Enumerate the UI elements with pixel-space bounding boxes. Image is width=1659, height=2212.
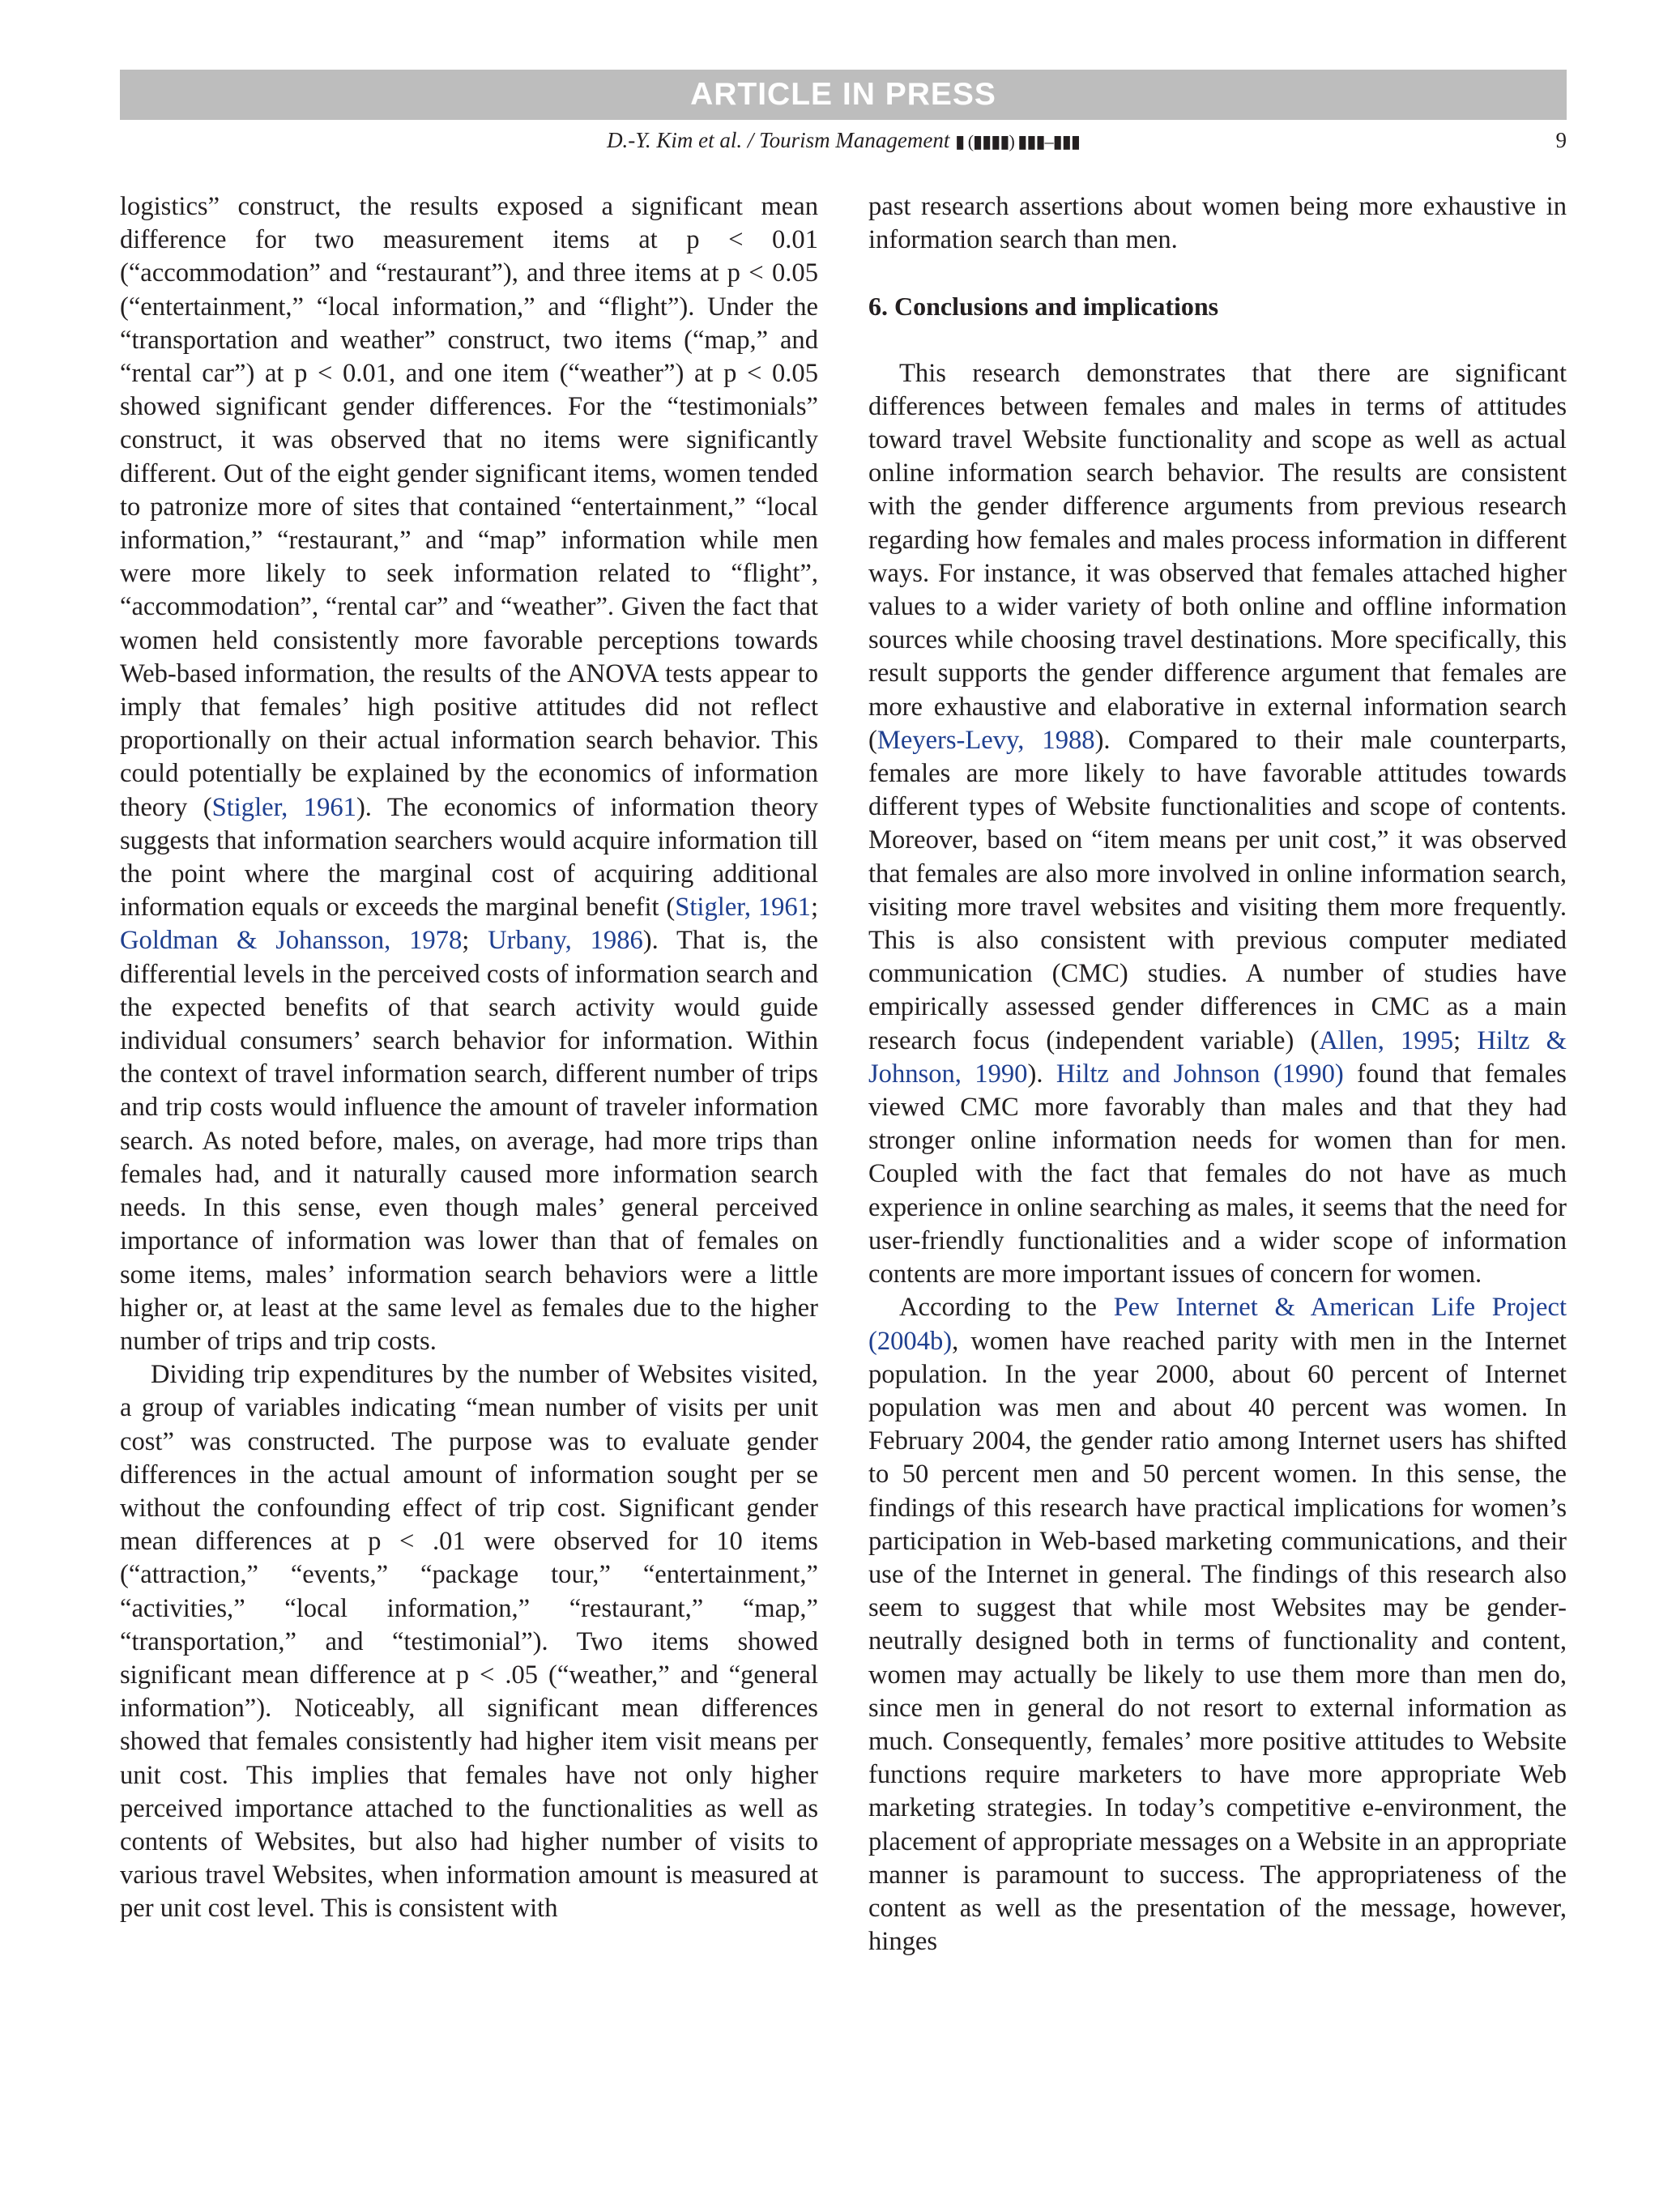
text-run: This research demonstrates that there are significant differences between females and males in terms of attitudes toward travel Website functionality and scope as well as actual online information search behavior. The results are consistent with the gender difference arguments from previous research regarding how females and males process information in different ways. For instance, it was observed that females attached higher values to a wider variety of both online and offline information sources while choosing travel destinations. More specifically, this result supports the gender difference argument that females are more exhaustive and elaborative in external information search (	[868, 358, 1567, 755]
page-number: 9	[1555, 128, 1567, 152]
text-run: ).	[1027, 1059, 1056, 1089]
paragraph	[120, 190, 818, 1358]
right-column	[868, 190, 1567, 1958]
text-run: ). Compared to their male counterparts, females are more likely to have favorable attitudes towards different types of Website functionalities and scope of contents. Moreover, based on “item means per unit cost,” it was observed that females are also more involved in online information search, visiting more travel websites and visiting them more frequently. This is also consistent with previous computer mediated communication (CMC) studies. A number of studies have empirically assessed gender differences in CMC as a main research focus (independent variable) (	[868, 725, 1567, 1055]
citation-link[interactable]: Goldman & Johansson, 1978	[120, 926, 463, 956]
citation-link[interactable]: Pew Internet & American Life Project (2004b)	[868, 1293, 1567, 1356]
section-heading: 6. Conclusions and implications	[868, 292, 1219, 322]
text-run: ). The economics of information theory suggests that information searchers would acquire information till the point where the marginal cost of acquiring additional information equals or exceeds the marginal benefit (	[120, 792, 818, 923]
paragraph	[868, 357, 1567, 1292]
citation-link[interactable]: Stigler, 1961	[675, 893, 811, 923]
citation-link[interactable]: Stigler, 1961	[211, 792, 356, 822]
text-run: ;	[1453, 1025, 1478, 1055]
paragraph: Dividing trip expenditures by the number of Websites visited, a group of variables indicating “mean number of visits per unit cost” was constructed. The purpose was to evaluate gender differences in the actual amount of information sought per se without the confounding effect of trip cost. Significant gender mean differences at p < .01 were observed for 10 items (“attraction,” “events,” “package tour,” “entertainment,” “activities,” “local information,” “restaurant,” “map,” “transportation,” and “testimonial”). Two items showed significant mean difference at p < .05 (“weather,” and “general information”). Noticeably, all significant mean differences showed that females consistently had higher item visit means per unit cost. This implies that females have not only higher perceived importance attached to the functionalities as well as contents of Websites, but also had higher number of visits to various travel Websites, when information amount is measured at per unit cost level. This is consistent with	[120, 1360, 818, 1924]
journal-title: D.-Y. Kim et al. / Tourism Management	[607, 128, 950, 152]
text-run: found that females viewed CMC more favorably than males and that they had stronger online information needs for women than for men. Coupled with the fact that females do not have as much experience in online searching as males, it seems that the need for user-friendly functionalities and a wider scope of information contents are more important issues of concern for women.	[868, 1059, 1567, 1289]
citation-link[interactable]: Allen, 1995	[1319, 1025, 1454, 1055]
article-in-press-banner: ARTICLE IN PRESS	[120, 70, 1567, 120]
journal-volume-placeholder: ▮ (▮▮▮▮) ▮▮▮–▮▮▮	[955, 131, 1080, 151]
left-column	[120, 190, 818, 1926]
running-head	[120, 128, 1567, 160]
journal-reference	[120, 128, 1567, 153]
text-run: ). That is, the differential levels in the perceived costs of information search and the expected benefits of that search activity would guide individual consumers’ search behavior for information. Within the context of travel information search, different number of trips and trip costs would influence the amount of traveler information search. As noted before, males, on average, had more trips than females had, and it naturally caused more information search needs. In this sense, even though males’ general perceived importance of information was lower than that of females on some items, males’ information search behaviors were a little higher or, at least at the same level as females due to the higher number of trips and trip costs.	[120, 926, 818, 1356]
text-run: logistics” construct, the results exposed a significant mean difference for two measurement items at p < 0.01 (“accommodation” and “restaurant”), and three items at p < 0.05 (“entertainment,” “local information,” and “flight”). Under the “transportation and weather” construct, two items (“map,” and “rental car”) at p < 0.01, and one item (“weather”) at p < 0.05 showed significant gender differences. For the “testimonials” construct, it was observed that no items were significantly different. Out of the eight gender significant items, women tended to patronize more of sites that contained “entertainment,” “local information,” “restaurant,” and “map” information while men were more likely to seek information related to “flight”, “accommodation”, “rental car” and “weather”. Given the fact that women held consistently more favorable perceptions towards Web-based information, the results of the ANOVA tests appear to imply that females’ high positive attitudes did not reflect proportionally on their actual information search behavior. This could potentially be explained by the economics of information theory (	[120, 192, 818, 822]
text-run: , women have reached parity with men in the Internet population. In the year 2000, about 60 percent of Internet population was men and about 40 percent was women. In February 2004, the gender ratio among Internet users has shifted to 50 percent men and 50 percent women. In this sense, the findings of this research have practical implications for women’s participation in Web-based marketing communications, and their use of the Internet in general. The findings of this research also seem to suggest that while most Websites may be gender-neutrally designed both in terms of functionality and content, women may actually be likely to use them more than men do, since men in general do not resort to external information as much. Consequently, females’ more positive attitudes to Website functions require marketers to have more appropriate Web marketing strategies. In today’s competitive e-environment, the placement of appropriate messages on a Website in an appropriate manner is paramount to success. The appropriateness of the content as well as the presentation of the message, however, hinges	[868, 1326, 1567, 1957]
citation-link[interactable]: Meyers-Levy, 1988	[876, 725, 1095, 755]
text-run: ;	[462, 926, 488, 956]
citation-link[interactable]: Hiltz and Johnson (1990)	[1056, 1059, 1344, 1089]
text-run: According to the	[899, 1293, 1114, 1323]
paragraph: past research assertions about women being more exhaustive in information search than men.	[868, 192, 1567, 255]
citation-link[interactable]: Hiltz & Johnson, 1990	[868, 1025, 1567, 1089]
text-run: ;	[810, 893, 819, 923]
citation-link[interactable]: Urbany, 1986	[488, 926, 643, 956]
paragraph	[868, 1291, 1567, 1958]
